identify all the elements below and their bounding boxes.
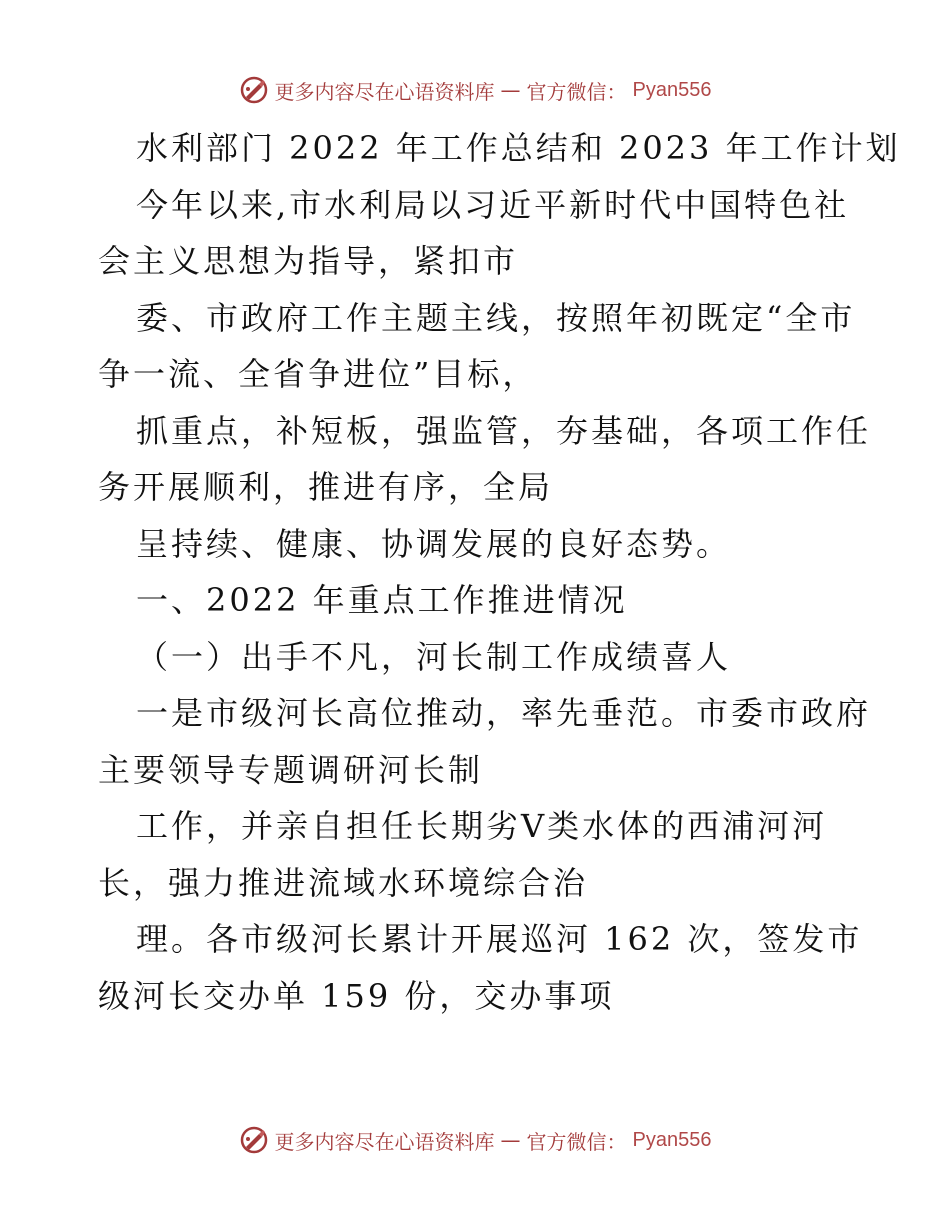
text-line: 工作，并亲自担任长期劣Ⅴ类水体的西浦河河 xyxy=(136,807,828,845)
document-title: 水利部门 2022 年工作总结和 2023 年工作计划 xyxy=(136,129,901,167)
text-line: 务开展顺利，推进有序，全局 xyxy=(98,468,554,506)
text-line: 一、2022 年重点工作推进情况 xyxy=(136,581,628,619)
text-line: 呈持续、健康、协调发展的良好态势。 xyxy=(136,524,732,563)
watermark-contact-label: 官方微信： xyxy=(526,1129,627,1154)
text-line: 会主义思想为指导，紧扣市 xyxy=(98,242,519,280)
watermark-separator: — xyxy=(500,78,521,102)
watermark-text: 更多内容尽在心语资料库 xyxy=(274,1129,495,1154)
text-line: 长，强力推进流域水环境综合治 xyxy=(98,863,589,902)
text-line: 争一流、全省争进位”目标， xyxy=(98,355,538,393)
text-line: 主要领导专题调研河长制 xyxy=(98,750,484,789)
watermark-handle: Pyan556 xyxy=(632,1128,712,1151)
text-line: 抓重点，补短板，强监管，夯基础，各项工作任 xyxy=(136,411,872,450)
watermark-content xyxy=(239,75,712,105)
header-watermark xyxy=(0,70,950,110)
watermark-text: 更多内容尽在心语资料库 xyxy=(274,79,495,104)
pen-emblem-icon xyxy=(239,1125,269,1155)
footer-watermark xyxy=(0,1120,950,1160)
watermark-contact-label: 官方微信： xyxy=(526,79,627,104)
text-line: 一是市级河长高位推动，率先垂范。市委市政府 xyxy=(136,694,872,732)
text-line: （一）出手不凡，河长制工作成绩喜人 xyxy=(136,637,732,676)
document-body xyxy=(98,120,901,1024)
watermark-separator: — xyxy=(500,1128,521,1152)
watermark-content xyxy=(239,1125,712,1155)
watermark-handle: Pyan556 xyxy=(632,78,712,101)
text-line: 级河长交办单 159 份，交办事项 xyxy=(98,976,615,1015)
text-line: 委、市政府工作主题主线，按照年初既定“全市 xyxy=(136,298,856,337)
text-line: 理。各市级河长累计开展巡河 162 次，签发市 xyxy=(136,920,863,958)
text-line: 今年以来,市水利局以习近平新时代中国特色社 xyxy=(136,185,850,224)
pen-emblem-icon xyxy=(239,75,269,105)
